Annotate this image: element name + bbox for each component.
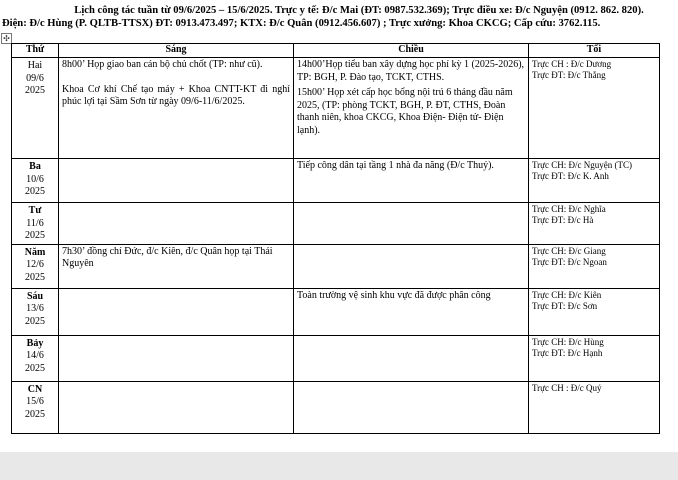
- schedule-entry: 14h00’Họp tiểu ban xây dựng học phí kỳ 1 (2025-2026), TP: BGH, P. Đào tạo, TCKT, CTHS.: [297, 59, 525, 83]
- duty-entry: Trực CH: Đ/c Nghĩa: [532, 204, 606, 214]
- day-name: Sáu: [26, 290, 44, 302]
- morning-cell[interactable]: [59, 244, 294, 288]
- day-name: Năm: [24, 246, 46, 258]
- day-cell: [12, 203, 59, 245]
- day-year: 2025: [25, 362, 45, 374]
- day-name: CN: [27, 383, 43, 395]
- day-cell: [12, 381, 59, 433]
- morning-cell[interactable]: [59, 288, 294, 335]
- schedule-entry: 7h30’ đồng chí Đức, đ/c Kiên, đ/c Quân họp tại Thái Nguyên: [62, 245, 273, 269]
- day-cell: [12, 335, 59, 381]
- evening-cell[interactable]: [529, 335, 660, 381]
- table-row: [12, 381, 660, 433]
- header-line-2: Điện: Đ/c Hùng (P. QLTB-TTSX) ĐT: 0913.473.497; KTX: Đ/c Quân (0912.456.607) ; Trực xưởng: Khoa CKCG; Cấp cứu: 3762.115.: [2, 18, 601, 29]
- evening-cell[interactable]: [529, 244, 660, 288]
- day-year: 2025: [25, 230, 45, 241]
- column-header-evening: Tối: [529, 44, 660, 58]
- day-date: 14/6: [26, 350, 44, 361]
- evening-cell[interactable]: [529, 203, 660, 245]
- schedule-entry: Khoa Cơ khí Chế tạo máy + Khoa CNTT-KT đi nghỉ phúc lợi tại Sầm Sơn từ ngày 09/6-11/6/2025.: [62, 83, 290, 107]
- morning-cell[interactable]: [59, 203, 294, 245]
- schedule-entry: Tiếp công dân tại tầng 1 nhà đa năng (Đ/c Thuỷ).: [297, 160, 494, 171]
- evening-cell[interactable]: [529, 58, 660, 159]
- day-date: 15/6: [26, 396, 44, 407]
- schedule-entry: 15h00’ Họp xét cấp học bổng nội trú 6 tháng đầu năm 2025, (TP: phòng TCKT, BGH, P. ĐT, CTHS, Đoàn thanh niên, khoa CKCG, Khoa Điện- Điện tử- Điện lạnh).: [297, 87, 513, 136]
- afternoon-cell[interactable]: [294, 335, 529, 381]
- morning-cell[interactable]: [59, 58, 294, 159]
- day-date: 12/6: [26, 259, 44, 270]
- day-name: Hai: [27, 60, 43, 71]
- afternoon-cell[interactable]: [294, 159, 529, 203]
- duty-entry: Trực ĐT: Đ/c Thắng: [532, 70, 606, 80]
- day-name: Ba: [29, 161, 41, 172]
- day-date: 09/6: [26, 72, 44, 84]
- duty-entry: Trực ĐT: Đ/c Hà: [532, 215, 594, 225]
- duty-entry: Trực CH: Đ/c Hùng: [532, 336, 604, 347]
- day-cell: [12, 244, 59, 288]
- day-year: 2025: [25, 315, 45, 327]
- day-cell: [12, 58, 59, 159]
- afternoon-cell[interactable]: [294, 288, 529, 335]
- table-row: [12, 159, 660, 203]
- afternoon-cell[interactable]: [294, 58, 529, 159]
- day-date: 13/6: [26, 303, 44, 314]
- evening-cell[interactable]: [529, 288, 660, 335]
- table-row: [12, 58, 660, 159]
- day-year: 2025: [25, 186, 45, 197]
- page-gap: [0, 452, 678, 480]
- duty-entry: Trực CH : Đ/c Quý: [532, 382, 602, 393]
- morning-cell[interactable]: [59, 159, 294, 203]
- header-line-1: Lịch công tác tuần từ 09/6/2025 – 15/6/2025. Trực y tế: Đ/c Mai (ĐT: 0987.532.369); Trực điều xe: Đ/c Nguyện (0912. 862. 820).: [74, 5, 644, 16]
- evening-cell[interactable]: [529, 159, 660, 203]
- morning-cell[interactable]: [59, 381, 294, 433]
- schedule-entry: 8h00’ Họp giao ban cán bộ chủ chốt (TP: như cũ).: [62, 59, 263, 70]
- duty-entry: Trực ĐT: Đ/c Hạnh: [532, 347, 603, 358]
- table-row: [12, 203, 660, 245]
- duty-entry: Trực ĐT: Đ/c K. Anh: [532, 171, 609, 181]
- afternoon-cell[interactable]: [294, 244, 529, 288]
- table-header-row: [12, 44, 660, 58]
- document-header: [0, 4, 678, 30]
- table-row: [12, 288, 660, 335]
- column-header-afternoon: Chiều: [294, 44, 529, 58]
- column-header-morning: Sáng: [59, 44, 294, 58]
- evening-cell[interactable]: [529, 381, 660, 433]
- duty-entry: Trực ĐT: Đ/c Ngoan: [532, 256, 607, 267]
- morning-cell[interactable]: [59, 335, 294, 381]
- day-date: 11/6: [26, 217, 44, 229]
- day-year: 2025: [25, 271, 45, 283]
- duty-entry: Trực ĐT: Đ/c Sơn: [532, 300, 598, 311]
- duty-entry: Trực CH: Đ/c Kiên: [532, 289, 602, 300]
- day-name: Bảy: [26, 337, 44, 349]
- day-cell: [12, 159, 59, 203]
- day-cell: [12, 288, 59, 335]
- afternoon-cell[interactable]: [294, 381, 529, 433]
- table-row: [12, 244, 660, 288]
- day-name: Tư: [28, 205, 42, 216]
- weekly-schedule-table: [11, 43, 660, 434]
- column-header-day: Thứ: [12, 44, 59, 58]
- duty-entry: Trực CH: Đ/c Giang: [532, 245, 606, 256]
- duty-entry: Trực CH: Đ/c Nguyện (TC): [532, 160, 633, 170]
- schedule-entry: Toàn trường vệ sinh khu vực đã được phân công: [297, 289, 491, 301]
- table-move-handle-icon[interactable]: ✣: [1, 33, 12, 44]
- table-row: [12, 335, 660, 381]
- day-date: 10/6: [26, 173, 44, 185]
- afternoon-cell[interactable]: [294, 203, 529, 245]
- duty-entry: Trực CH : Đ/c Dương: [532, 59, 612, 69]
- day-year: 2025: [25, 85, 45, 96]
- day-year: 2025: [25, 408, 45, 420]
